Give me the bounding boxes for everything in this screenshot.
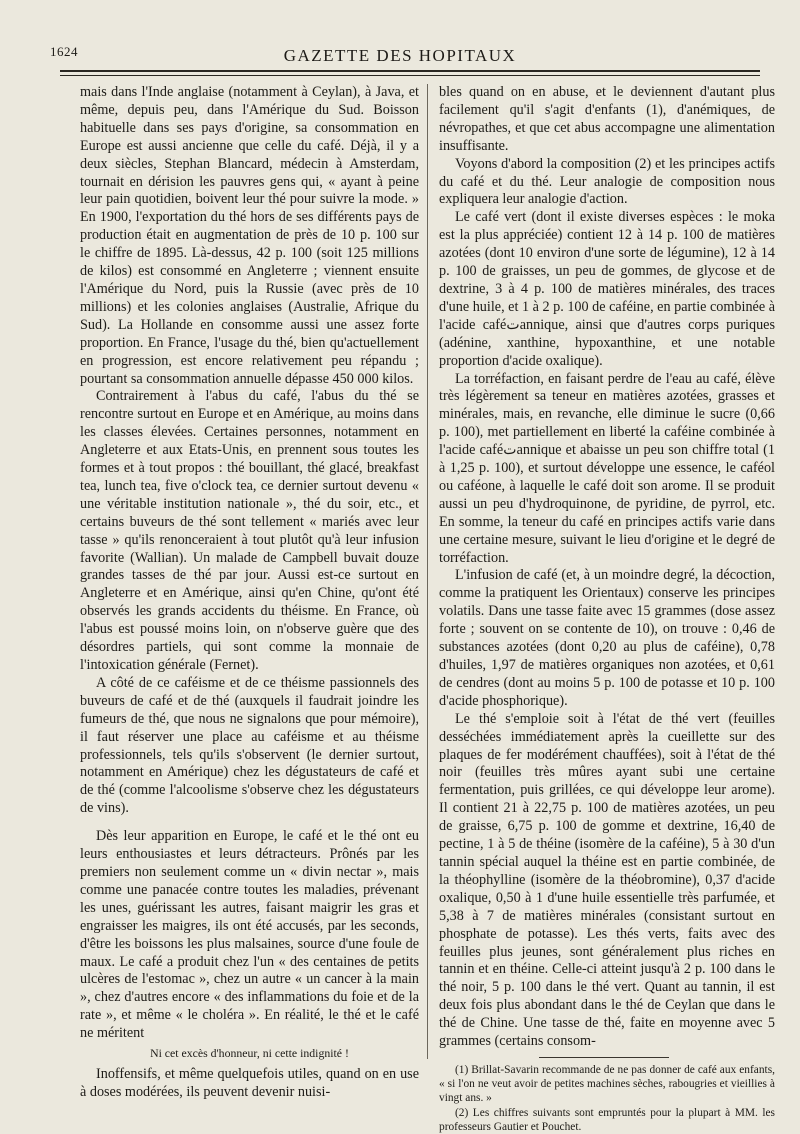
footnote-rule — [539, 1057, 669, 1058]
footnotes — [439, 1063, 775, 1134]
paragraph: mais dans l'Inde anglaise (notamment à Ceylan), à Java, et même, depuis peu, dans l'Amérique du Sud. Boisson habituelle dans ses pays d'origine, sa consommation en Europe est aussi ancienne que celle du café. Déjà, il y a deux siècles, Stephan Blancard, médecin à Amsterdam, tournait en dérision les pauvres gens qui, « ayant à peine leur pain quotidien, boivent leur thé pour suivre la mode. » En 1900, l'exportation du thé hors de ses différents pays de production était en augmentation de près de 10 p. 100 sur le chiffre de 1895. Là-dessus, 42 p. 100 (soit 125 millions de kilos) est consommé en Angleterre ; viennent ensuite l'Amérique du Nord, puis la Russie (avec près de 10 millions) et les colonies anglaises (Australie, Afrique du Sud). La Hollande en consomme aussi une assez forte proportion. En France, l'usage du thé, bien qu'actuellement en progression, est encore relativement peu répandu ; pourtant sa consommation annuelle dépasse 450 000 kilos. — [80, 84, 419, 387]
paragraph: L'infusion de café (et, à un moindre degré, la décoction, comme la pratiquent les Orientaux) conserve les principes volatils. Dans une tasse faite avec 15 grammes (dose assez forte ; souvent on se contente de 10), on trouve : 0,46 de substances azotées (dont 0,20 au plus de caféine), 0,78 d'huiles, 1,97 de matières organiques non azotées, et 0,61 de cendres (dont au moins 5 p. 100 de potasse et 10 p. 100 d'acide phosphorique). — [439, 567, 775, 709]
paragraph: Le café vert (dont il existe diverses espèces : le moka est la plus appréciée) contient 12 à 14 p. 100 de matières azotées (dont 10 environ d'une sorte de légumine), 12 à 14 p. 100 de graisses, un peu de gommes, de glycose et de dextrine, 3 à 4 p. 100 de matières minérales, des traces d'une huile, et 1 à 2 p. 100 de caféine, en partie combinée à l'acide caféتannique, ainsi que d'autres corps puriques (adénine, xanthine, hypoxanthine, et une notable proportion d'acide oxalique). — [439, 209, 776, 369]
paragraph: Voyons d'abord la composition (2) et les principes actifs du café et du thé. Leur analogie de composition nous expliquera leur analogie d'action. — [439, 155, 775, 208]
footnote: (1) Brillat-Savarin recommande de ne pas donner de café aux enfants, « si l'on ne veut avoir de petites machines sèches, rabougries et vieillies à vingt ans. » — [439, 1063, 775, 1105]
footnote: (2) Les chiffres suivants sont empruntés pour la plupart à MM. les professeurs Gautier et Pouchet. — [439, 1106, 775, 1133]
left-column — [80, 84, 419, 1102]
paragraph: La torréfaction, en faisant perdre de l'eau au café, élève très légèrement sa teneur en matières azotées, grasses et minérales, mais, en revanche, elle diminue le sucre (0,66 p. 100), met partiellement en liberté la caféine combinée à l'acide caféتannique et abaisse un peu son chiffre total (1 à 1,25 p. 100), et surtout développe une essence, le caféol ou caféone, à laquelle le café doit son arome. Il se produit aussi un peu d'hydroquinone, de pyridine, de pyrrol, etc. En somme, la teneur du café en principes actifs varie dans une certaine mesure, suivant le lieu d'origine et le degré de torréfaction. — [439, 370, 775, 566]
paragraph: Inoffensifs, et même quelquefois utiles, quand on en use à doses modérées, ils peuvent devenir nuisi- — [80, 1065, 419, 1100]
paragraph: Dès leur apparition en Europe, le café et le thé ont eu leurs enthousiastes et leurs détracteurs. Prônés par les premiers non seulement comme un « divin nectar », mais comme une panacée contre toutes les maladies, prévenant les unes, guérissant les autres, faisant maigrir les gras et engraisser les maigres, ils ont été accusés, par les seconds, d'être les boissons les plus malsaines, source d'une foule de maux. Le café a produit chez l'un « des centaines de petits ulcères de l'estomac », chez un autre « un cancer à la main », chez d'autres encore « des inflammations du foie et de la rate », et même « le choléra ». En réalité, le thé et le café ne méritent — [80, 828, 419, 1042]
paragraph: Contrairement à l'abus du café, l'abus du thé se rencontre surtout en Europe et en Amérique, au moins dans les classes élevées. Certaines personnes, notamment en Angleterre et aux Etats-Unis, en prennent sous toutes les formes et à tout propos : thé bouillant, thé glacé, breakfast tea, lunch tea, five o'clock tea, ce dernier surtout devenu « une véritable institution nationale », thé du soir, etc., et certains buveurs de thé sont tellement « mariés avec leur tasse » qu'ils renonceraient à tout plutôt qu'à leur infusion favorite (Wallian). Un malade de Campbell buvait douze grandes tasses de thé par jour. Aussi est-ce surtout en Angleterre et en Amérique, ainsi qu'en Chine, qu'ont été observés les grands accidents du théisme. En France, où l'abus est poussé moins loin, on n'observe guère que des désordres partiels, qui sont comme la monnaie de l'intoxication générale (Fernet). — [80, 388, 419, 673]
running-title: GAZETTE DES HOPITAUX — [283, 46, 517, 65]
verse-quote: Ni cet excès d'honneur, ni cette indignité ! — [150, 1046, 349, 1061]
page-number: 1624 — [50, 44, 78, 59]
right-column — [439, 84, 775, 1134]
paragraph: A côté de ce caféisme et de ce théisme passionnels des buveurs de café et de thé (auxquels il faudrait joindre les fumeurs de thé, que nous ne signalons que pour mémoire), il faut réserver une place au caféisme et au théisme professionnels, tels qu'ils s'observent (le dernier surtout, notamment en Amérique) chez les dégustateurs de café et de thé (comme l'alcoolisme s'observe chez les dégustateurs de vins). — [80, 674, 419, 817]
column-divider — [427, 84, 428, 1059]
header-rule-thick — [60, 70, 760, 72]
paragraph: Le thé s'emploie soit à l'état de thé vert (feuilles desséchées immédiatement après la cueillette sur des plaques de fer modérément chauffées), soit à l'état de thé noir (feuilles très mûres ayant subi une certaine fermentation, puis grillées, ce qui développe leur arome). Il contient 21 à 22,75 p. 100 de matières azotées, un peu de graisse, 6,75 p. 100 de gomme et dextrine, 16,40 de pectine, 1 à 5 de théine (isomère de la caféine), 5 à 30 d'un tannin spécial auquel la théine est en partie combinée, de la théophylline (isomère de la théobromine), 0,37 d'acide oxalique, 0,50 à 1 d'une huile essentielle très parfumée, et 5,38 à 7 de matières minérales (consistant surtout en phosphate de potasse). Les thés verts, faits avec des feuilles plus jeunes, sont généralement plus riches en tannin et en théine. Celle-ci atteint jusqu'à 2 p. 100 dans le thé noir, 5 p. 100 dans le thé vert. Quant au tannin, il est deux fois plus abondant dans le thé de Ceylan que dans le thé de Chine. Une tasse de thé, faite en moyenne avec 5 grammes (certains consom- — [439, 710, 775, 1050]
header-rule-thin — [60, 75, 760, 76]
paragraph: bles quand on en abuse, et le deviennent d'autant plus facilement qu'il s'agit d'enfants (1), d'anémiques, de névropathes, et que cet abus accompagne une alimentation insuffisante. — [439, 84, 775, 154]
